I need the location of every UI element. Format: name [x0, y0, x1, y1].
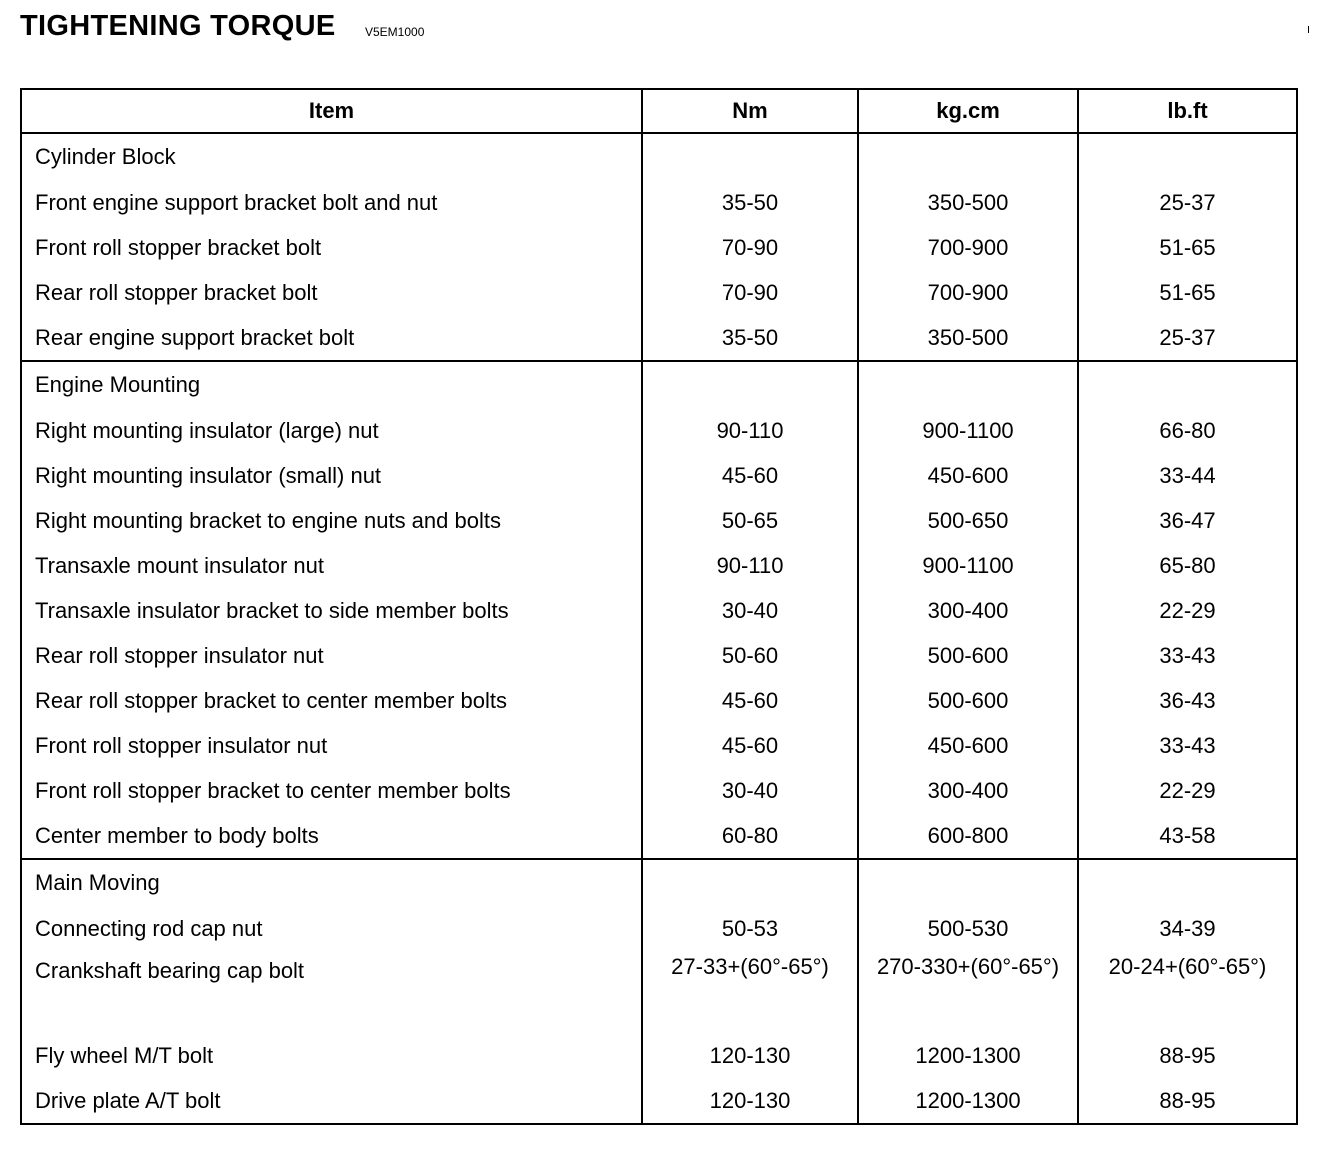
table-row	[21, 315, 1297, 361]
torque-table	[20, 88, 1298, 1125]
nm-cell: 50-65	[642, 498, 858, 543]
nm-cell	[642, 859, 858, 906]
lbft-cell: 33-43	[1078, 633, 1297, 678]
table-row	[21, 813, 1297, 859]
item-cell: Connecting rod cap nut	[21, 906, 642, 951]
section-header-row	[21, 133, 1297, 180]
item-cell: Front roll stopper bracket to center member bolts	[21, 768, 642, 813]
kgcm-cell: 900-1100	[858, 408, 1078, 453]
item-cell: Transaxle mount insulator nut	[21, 543, 642, 588]
lbft-cell: 20-24+(60°-65°)	[1078, 951, 1297, 1033]
lbft-cell: 22-29	[1078, 588, 1297, 633]
item-cell: Front engine support bracket bolt and nut	[21, 180, 642, 225]
table-row	[21, 180, 1297, 225]
kgcm-cell: 270-330+(60°-65°)	[858, 951, 1078, 1033]
table-row	[21, 498, 1297, 543]
nm-cell: 70-90	[642, 270, 858, 315]
kgcm-cell: 500-600	[858, 633, 1078, 678]
nm-cell: 35-50	[642, 315, 858, 361]
lbft-cell	[1078, 859, 1297, 906]
lbft-cell: 51-65	[1078, 270, 1297, 315]
table-row	[21, 1078, 1297, 1124]
item-cell: Rear roll stopper insulator nut	[21, 633, 642, 678]
kgcm-cell: 300-400	[858, 588, 1078, 633]
kgcm-cell: 600-800	[858, 813, 1078, 859]
section-header-row	[21, 361, 1297, 408]
item-cell: Rear roll stopper bracket to center member bolts	[21, 678, 642, 723]
kgcm-cell: 350-500	[858, 315, 1078, 361]
lbft-cell: 33-43	[1078, 723, 1297, 768]
nm-cell: 120-130	[642, 1078, 858, 1124]
lbft-cell	[1078, 133, 1297, 180]
lbft-cell: 36-43	[1078, 678, 1297, 723]
header-item: Item	[21, 89, 642, 133]
lbft-cell: 43-58	[1078, 813, 1297, 859]
item-cell: Front roll stopper insulator nut	[21, 723, 642, 768]
kgcm-cell: 350-500	[858, 180, 1078, 225]
table-row	[21, 678, 1297, 723]
kgcm-cell: 1200-1300	[858, 1033, 1078, 1078]
item-cell: Right mounting insulator (large) nut	[21, 408, 642, 453]
nm-cell: 120-130	[642, 1033, 858, 1078]
kgcm-cell: 900-1100	[858, 543, 1078, 588]
item-cell: Transaxle insulator bracket to side member bolts	[21, 588, 642, 633]
lbft-cell: 22-29	[1078, 768, 1297, 813]
item-cell: Rear engine support bracket bolt	[21, 315, 642, 361]
kgcm-cell: 700-900	[858, 225, 1078, 270]
item-cell: Center member to body bolts	[21, 813, 642, 859]
table-row	[21, 270, 1297, 315]
nm-cell: 90-110	[642, 543, 858, 588]
header-kgcm: kg.cm	[858, 89, 1078, 133]
lbft-cell: 88-95	[1078, 1033, 1297, 1078]
kgcm-cell: 500-600	[858, 678, 1078, 723]
table-row	[21, 906, 1297, 951]
lbft-cell	[1078, 361, 1297, 408]
kgcm-cell	[858, 859, 1078, 906]
nm-cell	[642, 133, 858, 180]
kgcm-cell: 300-400	[858, 768, 1078, 813]
nm-cell: 45-60	[642, 453, 858, 498]
nm-cell: 60-80	[642, 813, 858, 859]
table-row	[21, 408, 1297, 453]
kgcm-cell: 700-900	[858, 270, 1078, 315]
table-row	[21, 543, 1297, 588]
table-row	[21, 633, 1297, 678]
lbft-cell: 25-37	[1078, 180, 1297, 225]
item-cell: Crankshaft bearing cap bolt	[21, 951, 642, 1033]
lbft-cell: 88-95	[1078, 1078, 1297, 1124]
kgcm-cell	[858, 361, 1078, 408]
nm-cell: 30-40	[642, 768, 858, 813]
lbft-cell: 25-37	[1078, 315, 1297, 361]
nm-cell: 35-50	[642, 180, 858, 225]
table-row	[21, 723, 1297, 768]
kgcm-cell	[858, 133, 1078, 180]
table-header-row	[21, 89, 1297, 133]
kgcm-cell: 500-530	[858, 906, 1078, 951]
table-row	[21, 453, 1297, 498]
kgcm-cell: 450-600	[858, 723, 1078, 768]
table-row	[21, 768, 1297, 813]
nm-cell: 50-60	[642, 633, 858, 678]
lbft-cell: 33-44	[1078, 453, 1297, 498]
item-cell: Drive plate A/T bolt	[21, 1078, 642, 1124]
edge-mark	[1308, 26, 1309, 33]
nm-cell: 90-110	[642, 408, 858, 453]
nm-cell: 45-60	[642, 678, 858, 723]
section-title: Main Moving	[21, 859, 642, 906]
nm-cell: 45-60	[642, 723, 858, 768]
nm-cell: 30-40	[642, 588, 858, 633]
kgcm-cell: 450-600	[858, 453, 1078, 498]
item-cell: Rear roll stopper bracket bolt	[21, 270, 642, 315]
table-row	[21, 225, 1297, 270]
kgcm-cell: 1200-1300	[858, 1078, 1078, 1124]
section-title: Cylinder Block	[21, 133, 642, 180]
table-row	[21, 588, 1297, 633]
table-row	[21, 951, 1297, 1033]
document-code: V5EM1000	[365, 25, 425, 39]
table-row	[21, 1033, 1297, 1078]
lbft-cell: 66-80	[1078, 408, 1297, 453]
page-title: TIGHTENING TORQUE	[20, 10, 336, 42]
lbft-cell: 51-65	[1078, 225, 1297, 270]
nm-cell: 27-33+(60°-65°)	[642, 951, 858, 1033]
section-header-row	[21, 859, 1297, 906]
header-lbft: lb.ft	[1078, 89, 1297, 133]
item-cell: Right mounting bracket to engine nuts and bolts	[21, 498, 642, 543]
lbft-cell: 65-80	[1078, 543, 1297, 588]
header-nm: Nm	[642, 89, 858, 133]
section-title: Engine Mounting	[21, 361, 642, 408]
lbft-cell: 34-39	[1078, 906, 1297, 951]
nm-cell	[642, 361, 858, 408]
item-cell: Right mounting insulator (small) nut	[21, 453, 642, 498]
kgcm-cell: 500-650	[858, 498, 1078, 543]
nm-cell: 70-90	[642, 225, 858, 270]
nm-cell: 50-53	[642, 906, 858, 951]
lbft-cell: 36-47	[1078, 498, 1297, 543]
item-cell: Front roll stopper bracket bolt	[21, 225, 642, 270]
item-cell: Fly wheel M/T bolt	[21, 1033, 642, 1078]
